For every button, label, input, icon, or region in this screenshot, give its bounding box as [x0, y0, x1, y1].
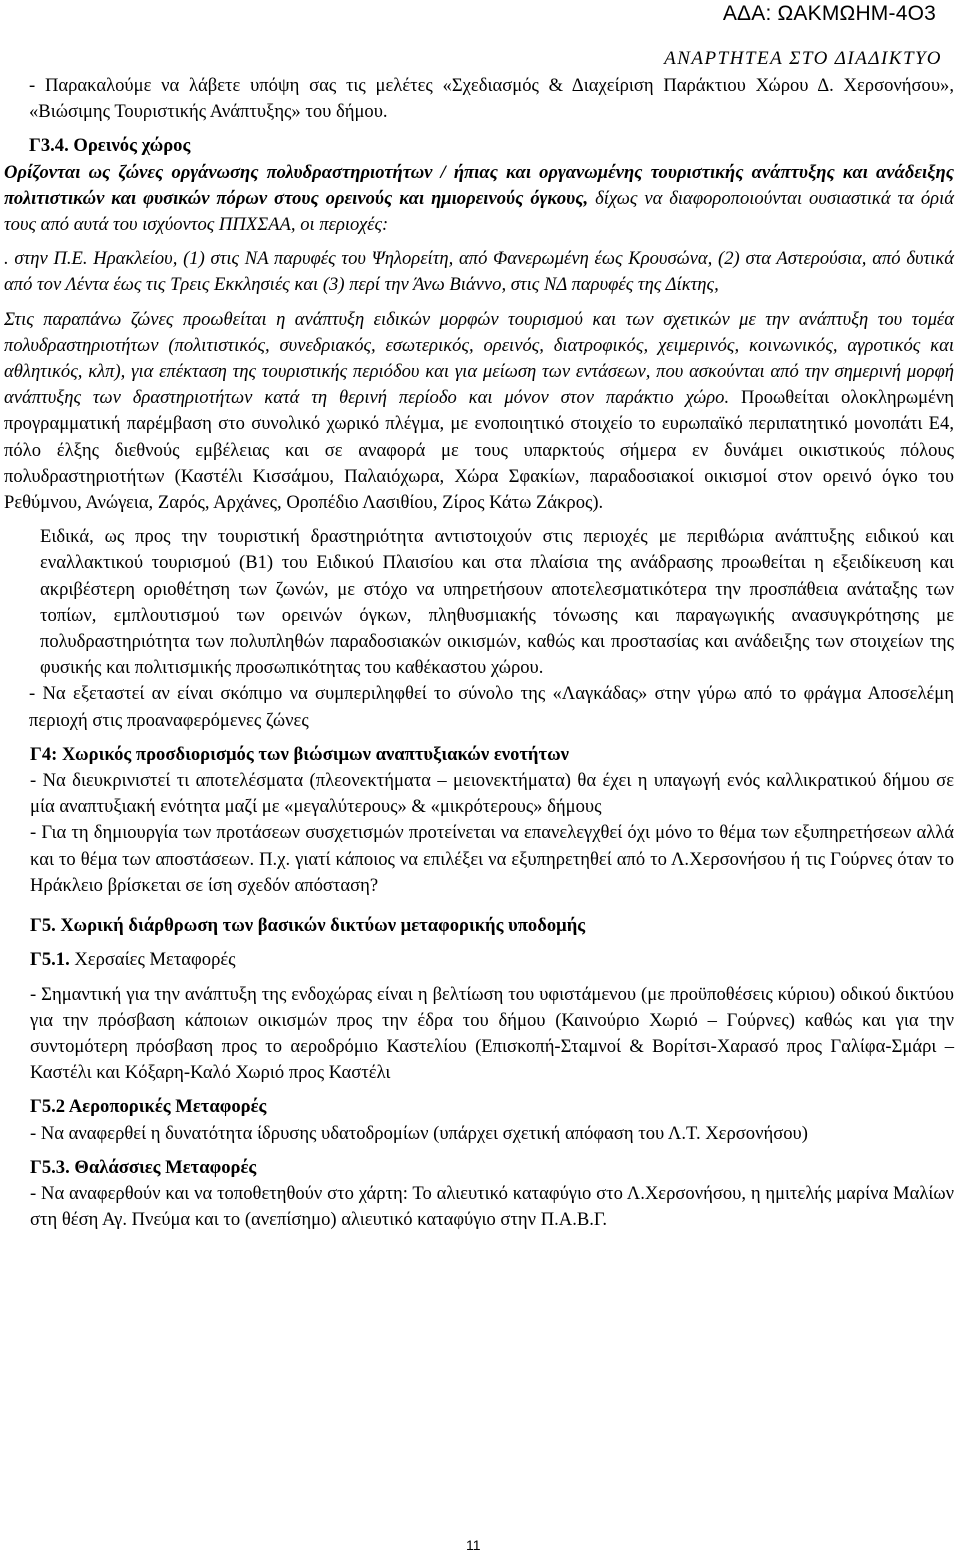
- ada-code: ΑΔΑ: ΩΑΚΜΩΗΜ-4Ο3: [722, 2, 936, 25]
- zones-definition-rest: δίχως να διαφοροποιούνται ουσιαστικά τα όριά τους από αυτά του ισχύοντος ΠΠΧΣΑΑ, οι περιοχές:: [4, 187, 954, 236]
- g5-1-number: Γ5.1.: [30, 949, 70, 971]
- paragraph-zones-promotion: [4, 307, 954, 517]
- document-body: [4, 73, 954, 1233]
- paragraph-air-transport: - Να αναφερθεί η δυνατότητα ίδρυσης υδατοδρομίων (υπάρχει σχετική απόφαση του Λ.Τ. Χερσονήσου): [30, 1122, 808, 1144]
- paragraph-study-reference: - Παρακαλούμε να λάβετε υπόψη σας τις μελέτες «Σχεδιασμός & Διαχείριση Παράκτιου Χώρου Δ. Χερσονήσου», «Βιώσιμης Τουριστικής Ανάπτυξης» του δήμου.: [29, 75, 954, 123]
- section-heading-g5-3: Γ5.3. Θαλάσσιες Μεταφορές: [30, 1156, 257, 1178]
- section-heading-g3-4: Γ3.4. Ορεινός χώρος: [29, 135, 191, 157]
- promotion-italic-part: Στις παραπάνω ζώνες προωθείται η ανάπτυξη ειδικών μορφών τουρισμού και των σχετικών με την ανάπτυξη του τομέα πολυδραστηριοτήτων (πολιτιστικός, συνεδριακός, εσωτερικός, ορεινός, διατροφικός, χειμερινός, κοινωνικός, αγροτικός και αθλητικός, κλπ), για επέκταση της τουριστικής περιόδου και για μείωση των εντάσεων, που ασκούνται από την σημερινή μορφή ανάπτυξης των δραστηριοτήτων κατά τη θερινή περίοδο και μόνον στον παράκτιο χώρο.: [4, 308, 954, 409]
- paragraph-g4-results: - Να διευκρινιστεί τι αποτελέσματα (πλεονεκτήματα – μειονεκτήματα) θα έχει η υπαγωγή ενός καλλικρατικού δήμου σε μία αναπτυξιακή ενότητα μαζί με «μεγαλύτερους» & «μικρότερους» δήμους: [30, 770, 954, 818]
- section-heading-g5: Γ5. Χωρική διάρθρωση των βασικών δικτύων μεταφορικής υποδομής: [30, 915, 586, 937]
- paragraph-tourism-specifics: Ειδικά, ως προς την τουριστική δραστηριότητα αντιστοιχούν στις περιοχές με περιθώρια ανάπτυξης ειδικού και εναλλακτικού τουρισμού (Β1) του Ειδικού Πλαισίου και στα πλαίσια της ανάδρασης προωθείται η εξειδίκευση και ακριβέστερη οριοθέτηση των ζωνών, με στόχο να υπηρετήσουν αποτελεσματικότερα την προσπάθεια ανάταξης των τοπίων, εμπλουτισμού των ορεινών όγκων, πληθυσμιακής τόνωσης και παραγωγικής ανασυγκρότησης με πολυδραστηριότητα των πολυπληθών παραδοσιακών οικισμών, καθώς και προστασίας και ανάδειξης των στοιχείων της φυσικής και πολιτισμικής προσωπικότητας του καθέκαστου χώρου.: [40, 526, 954, 679]
- paragraph-sea-transport: - Να αναφερθούν και να τοποθετηθούν στο χάρτη: Το αλιευτικό καταφύγιο στο Λ.Χερσονήσου, η ημιτελής μαρίνα Μαλίων στη θέση Αγ. Πνεύμα και το (ανεπίσημο) αλιευτικό καταφύγιο στην Π.Α.Β.Γ.: [30, 1182, 954, 1231]
- paragraph-g4-proposals: - Για τη δημιουργία των προτάσεων συσχετισμών προτείνεται να επανελεγχθεί όχι μόνο το θέμα των εξυπηρετήσεων αλλά και το θέμα των αποστάσεων. Π.χ. γιατί κάποιος να επιλέξει να εξυπηρετηθεί από το Λ.Χερσονήσου ή τις Γούρνες όταν το Ηράκλειο βρίσκεται σε ίση σχεδόν απόσταση?: [30, 822, 954, 896]
- posting-notice: ΑΝΑΡΤΗΤΕΑ ΣΤΟ ΔΙΑΔΙΚΤΥΟ: [664, 48, 942, 69]
- g5-1-title: Χερσαίες Μεταφορές: [69, 949, 236, 971]
- promotion-regular-part: Προωθείται ολοκληρωμένη προγραμματική παρέμβαση στο συνολικό χωρικό πλέγμα, με ενοποιητικό στοιχείο το ευρωπαϊκό περιπατητικό μονοπάτι Ε4, πόλο έλξης διεθνούς εμβέλειας και σε αναφορά με τους υπαρκτούς σήμερα εν δυνάμει οικιστικούς πόλους πολυδραστηριοτήτων (Καστέλι Κισσάμου, Παλαιόχωρα, Χώρα Σφακίων, παραδοσιακοί οικισμοί στον ορεινό όγκο του Ρεθύμνου, Ανώγεια, Ζαρός, Αρχάνες, Οροπέδιο Λασιθίου, Ζίρος Κάτω Ζάκρος).: [4, 387, 954, 514]
- paragraph-lagkadas: - Να εξεταστεί αν είναι σκόπιμο να συμπεριληφθεί το σύνολο της «Λαγκάδας» στην γύρω από το φράγμα Αποσελέμη περιοχή στις προαναφερόμενες ζώνες: [29, 683, 954, 731]
- page-number: 11: [466, 1537, 481, 1553]
- section-heading-g4: Γ4: Χωρικός προσδιορισμός των βιώσιμων αναπτυξιακών ενοτήτων: [30, 743, 569, 765]
- paragraph-zones-areas: . στην Π.Ε. Ηρακλείου, (1) στις ΝΑ παρυφές του Ψηλορείτη, από Φανερωμένη έως Κρουσώνα, (2) στα Αστερούσια, από δυτικά από τον Λέντα έως τις Τρεις Εκκλησιές και (3) περί την Άνω Βιάννο, στις ΝΔ παρυφές της Δίκτης,: [4, 248, 954, 296]
- zones-definition-emphasis: Ορίζονται ως ζώνες οργάνωσης πολυδραστηριοτήτων / ήπιας και οργανωμένης τουριστικής ανάπτυξης και ανάδειξης πολιτιστικών και φυσικών πόρων στους ορεινούς και ημιορεινούς όγκους,: [4, 161, 954, 209]
- section-heading-g5-1: [4, 947, 954, 973]
- paragraph-zones-intro: [4, 160, 954, 239]
- section-heading-g5-2: Γ5.2 Αεροπορικές Μεταφορές: [30, 1096, 267, 1118]
- paragraph-land-transport: - Σημαντική για την ανάπτυξη της ενδοχώρας είναι η βελτίωση του υφιστάμενου (με προϋποθέσεις κύριου) οδικού δικτύου για την πρόσβαση κάποιων οικισμών προς την έδρα του δήμου (Καινούριο Χωριό – Γούρνες) καθώς και για την συντομότερη πρόσβαση προς το αεροδρόμιο Καστελίου (Επισκοπή-Σταμνοί & Βορίτσι-Χαρασό προς Γαλίφα-Σμάρι –Καστέλι και Κόξαρη-Καλό Χωριό προς Καστέλι: [30, 983, 954, 1084]
